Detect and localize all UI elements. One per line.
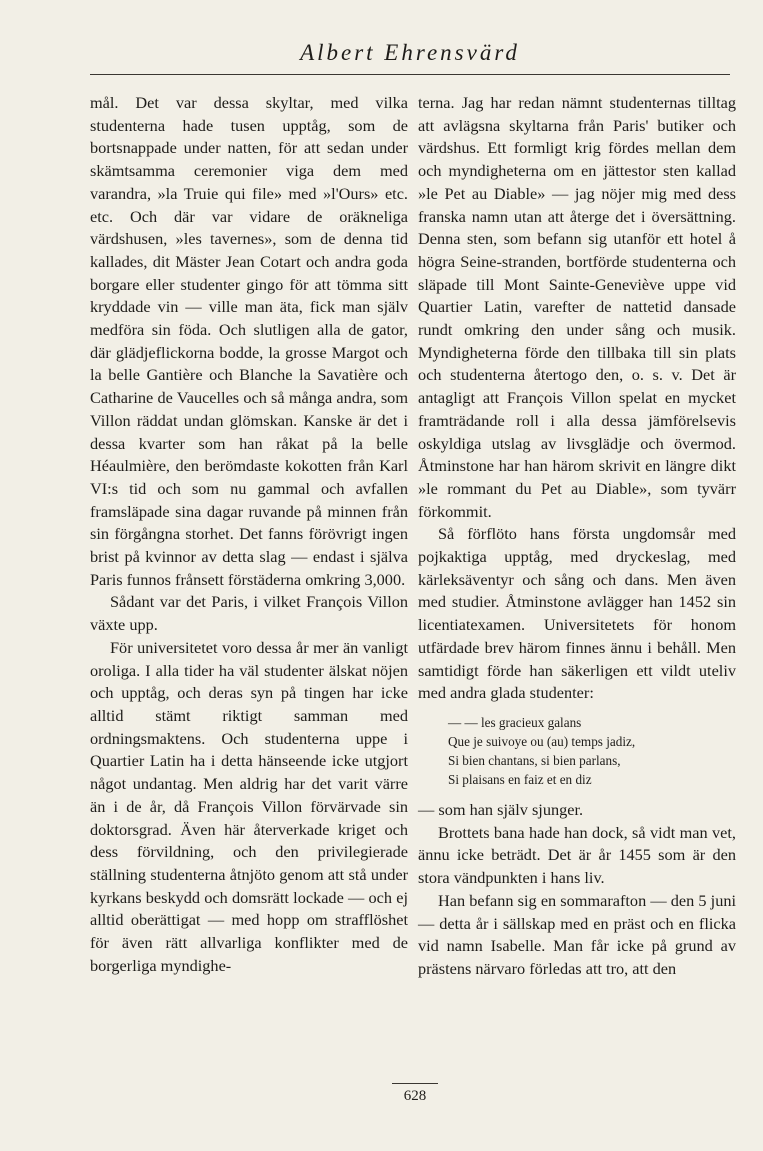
paragraph: mål. Det var dessa skyltar, med vilka studenterna hade tusen upptåg, som de bortsnappade under natten, för att sedan under skämtsamma ceremonier viga dem med varandra, »la Truie qui file» med »l'Ours» etc. etc. Och där var vidare de oräkneliga värdshusen, »les tavernes», som de denna tid kallades, dit Mäster Jean Cotart och andra goda borgare eller studenter gingo för att tömma sitt kryddade vin — ville man äta, fick man själv medföra sin föda. Och slutligen alla de gator, där glädjeflickorna bodde, la grosse Margot och la belle Gantière och Blanche la Savatière och Catharine de Vaucelles och så många andra, som Villon räddat undan glömskan. Kanske är det i dessa kvarter som han råkat på la belle Héaulmière, den berömdaste kokotten från Karl VI:s tid och som nu gammal och avfallen framsläpade sina dagar ruvande på minnen från sin förgångna storhet. Det fanns förövrigt ingen brist på kvinnor av detta slag — endast i själva Paris funnos frånsett förstäderna omkring 3,000. (90, 93, 408, 589)
poem-line: Que je suivoye ou (au) temps jadiz, (448, 733, 636, 749)
paragraph: Brottets bana hade han dock, så vidt man vet, ännu icke beträdt. Det är år 1455 som är den stora vändpunkten i hans liv. (418, 822, 736, 888)
paragraph: För universitetet voro dessa år mer än vanligt oroliga. I alla tider ha väl studenter älskat nöjen och upptåg, och deras syn på tingen har icke alltid stämt riktigt samman med ordningsmaktens. Och studenterna uppe i Quartier Latin ha i detta hänseende icke utgjort något undantag. Men aldrig har det varit värre än i de år, då François Villon förvärvade sin doktorsgrad. Även här återverkade kriget och dess förvildning, och den privilegierade ställning studenterna åtnjöto genom att stå under kyrkans beskydd och domsrätt lockade — och ej alltid oberättigat — med hopp om strafflöshet för även rätt allvarliga konflikter med de borgerliga myndighe- (90, 637, 408, 975)
paragraph: Sådant var det Paris, i vilket François Villon växte upp. (90, 592, 408, 635)
poem-line: — — les gracieux galans (448, 714, 582, 730)
paragraph: Så förflöto hans första ungdomsår med pojkaktiga upptåg, med dryckeslag, med kärleksäventyr och sång och dans. Men även med studier. Åtminstone avlägger han 1452 sin licentiatexamen. Universitetets för honom utfärdade brev härom finnes ännu i behåll. Men samtidigt förde han säkerligen ett vildt uteliv med andra glada studenter: (418, 524, 736, 703)
paragraph: terna. Jag har redan nämnt studenternas tilltag att avlägsna skyltarna från Paris' butiker och värdshus. Ett formligt krig fördes mellan dem och myndigheterna om en jättestor sten kallad »le Pet au Diable» — jag nöjer mig med dess franska namn utan att återge det i översättning. Denna sten, som befann sig utanför ett hotel å högra Seine-stranden, bortförde studenterna och släpade till Mont Sainte-Geneviève uppe vid Quartier Latin, varefter de nattetid dansade rundt omkring den under sång och musik. Myndigheterna förde den tillbaka till sin plats och studenterna återtogo den, o. s. v. Det är antagligt att François Villon spelat en mycket framträdande roll i alla dessa jämförelsevis oskyldiga utslag av livsglädje och övermod. Åtminstone har han härom skrivit en längre dikt »le rommant du Pet au Diable», som tyvärr förkommit. (418, 93, 736, 521)
right-column (418, 92, 736, 981)
header-rule (90, 74, 730, 75)
paragraph: Han befann sig en sommarafton — den 5 juni — detta år i sällskap med en präst och en flicka vid namn Isabelle. Man får icke på grund av prästens närvaro förledas att tro, att den (418, 890, 736, 978)
poem-line: Si plaisans en faiz et en diz (448, 771, 592, 787)
poem-quote (448, 713, 736, 789)
left-column (90, 92, 408, 977)
poem-line: Si bien chantans, si bien parlans, (448, 752, 621, 768)
running-header: Albert Ehrensvärd (300, 40, 520, 65)
page-number: 628 (403, 1088, 427, 1104)
folio-rule (392, 1083, 438, 1084)
paragraph: — som han själv sjunger. (418, 799, 584, 819)
